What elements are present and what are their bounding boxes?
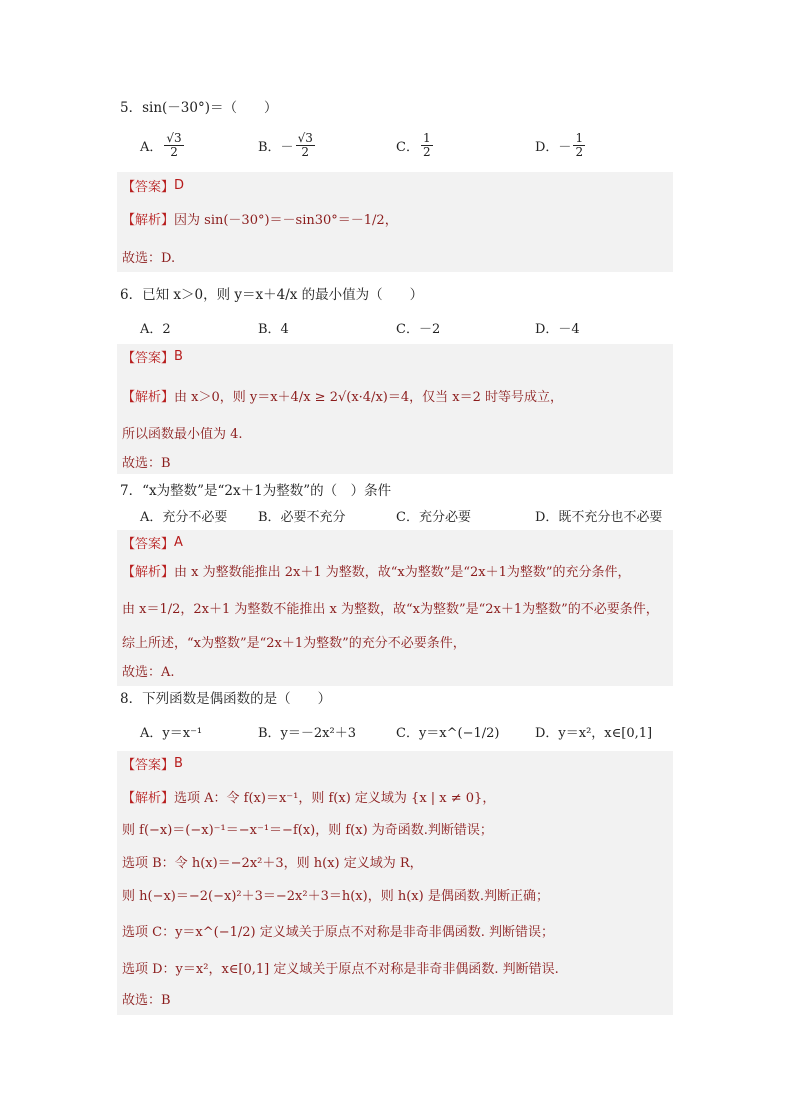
analysis-8-line-2: 则 f(−x)＝(−x)⁻¹＝−x⁻¹＝−f(x)，则 f(x) 为奇函数.判断错误； [122, 822, 493, 838]
one-half-fraction: $\frac{1}{2}$ [422, 130, 431, 159]
analysis-5: 【解析】 因为 sin(－30°)＝－sin30°＝－1/2， [122, 212, 398, 228]
question-5-options [140, 128, 680, 162]
option-d: D．y＝x²，x∈[0,1] [535, 725, 653, 741]
sqrt3-over-2-fraction: $\frac{√3}{2}$ [166, 130, 182, 159]
option-b: B．y＝－2x²＋3 [258, 725, 356, 741]
question-6-options [140, 310, 680, 344]
answer-6: 【答案】 B [122, 348, 183, 366]
question-6-stem: 6．已知 x＞0，则 y＝x＋4/x 的最小值为（ ） [120, 287, 424, 303]
option-a: A．2 [140, 321, 171, 337]
option-c: C． $\frac{1}{2}$ [396, 130, 431, 159]
answer-7: 【答案】 A [122, 534, 183, 552]
option-a: A．充分不必要 [140, 509, 228, 525]
question-7-options [140, 498, 680, 532]
analysis-7-line-2: 由 x＝1/2，2x＋1 为整数不能推出 x 为整数，故“x为整数”是“2x＋1为整数”的不必要条件， [122, 601, 659, 617]
analysis-8-line-3: 选项 B：令 h(x)＝−2x²＋3，则 h(x) 定义域为 R， [122, 855, 423, 871]
conclusion-5: 故选：D. [122, 250, 176, 266]
option-a: A．y＝x⁻¹ [140, 725, 203, 741]
conclusion-7: 故选：A. [122, 664, 175, 680]
analysis-8-line-5: 选项 C：y＝x^(−1/2) 定义域关于原点不对称是非奇非偶函数. 判断错误； [122, 924, 555, 940]
conclusion-6: 故选：B [122, 455, 171, 471]
analysis-6-line-1: 【解析】 由 x＞0，则 y＝x＋4/x ≥ 2√(x·4/x)＝4，仅当 x＝2 时等号成立， [122, 389, 563, 405]
option-c: C．充分必要 [396, 509, 471, 525]
question-8-stem: 8．下列函数是偶函数的是（ ） [120, 691, 332, 707]
answer-5: 【答案】 D [122, 177, 185, 195]
conclusion-8: 故选：B [122, 992, 171, 1008]
answer-8: 【答案】 B [122, 755, 183, 773]
option-b: B．4 [258, 321, 289, 337]
option-d: D．－ $\frac{1}{2}$ [535, 130, 584, 159]
option-b: B．必要不充分 [258, 509, 346, 525]
analysis-7-line-1: 【解析】 由 x 为整数能推出 2x＋1 为整数，故“x为整数”是“2x＋1为整数”的充分条件， [122, 564, 631, 580]
question-5-stem: 5．sin(－30°)＝（ ） [120, 100, 278, 116]
question-8-options [140, 714, 680, 748]
one-half-fraction: $\frac{1}{2}$ [575, 130, 584, 159]
analysis-7-line-3: 综上所述，“x为整数”是“2x＋1为整数”的充分不必要条件， [122, 635, 466, 651]
analysis-6-line-2: 所以函数最小值为 4. [122, 426, 243, 442]
analysis-8-line-6: 选项 D：y＝x²，x∈[0,1] 定义域关于原点不对称是非奇非偶函数. 判断错误. [122, 961, 559, 977]
option-c: C．－2 [396, 321, 441, 337]
option-b: B．－ $\frac{√3}{2}$ [258, 130, 313, 159]
option-d: D．既不充分也不必要 [535, 509, 663, 525]
option-c: C．y＝x^(−1/2) [396, 725, 500, 741]
option-d: D．－4 [535, 321, 580, 337]
analysis-8-line-4: 则 h(−x)＝−2(−x)²＋3＝−2x²＋3＝h(x)，则 h(x) 是偶函数.判断正确； [122, 888, 549, 904]
sqrt3-over-2-fraction: $\frac{√3}{2}$ [297, 130, 313, 159]
option-a: A． $\frac{√3}{2}$ [140, 130, 182, 159]
analysis-8-line-1: 【解析】 选项 A：令 f(x)＝x⁻¹，则 f(x) 定义域为 {x | x ≠ 0}， [122, 790, 496, 806]
question-7-stem: 7．“x为整数”是“2x＋1为整数”的（ ）条件 [120, 483, 392, 499]
